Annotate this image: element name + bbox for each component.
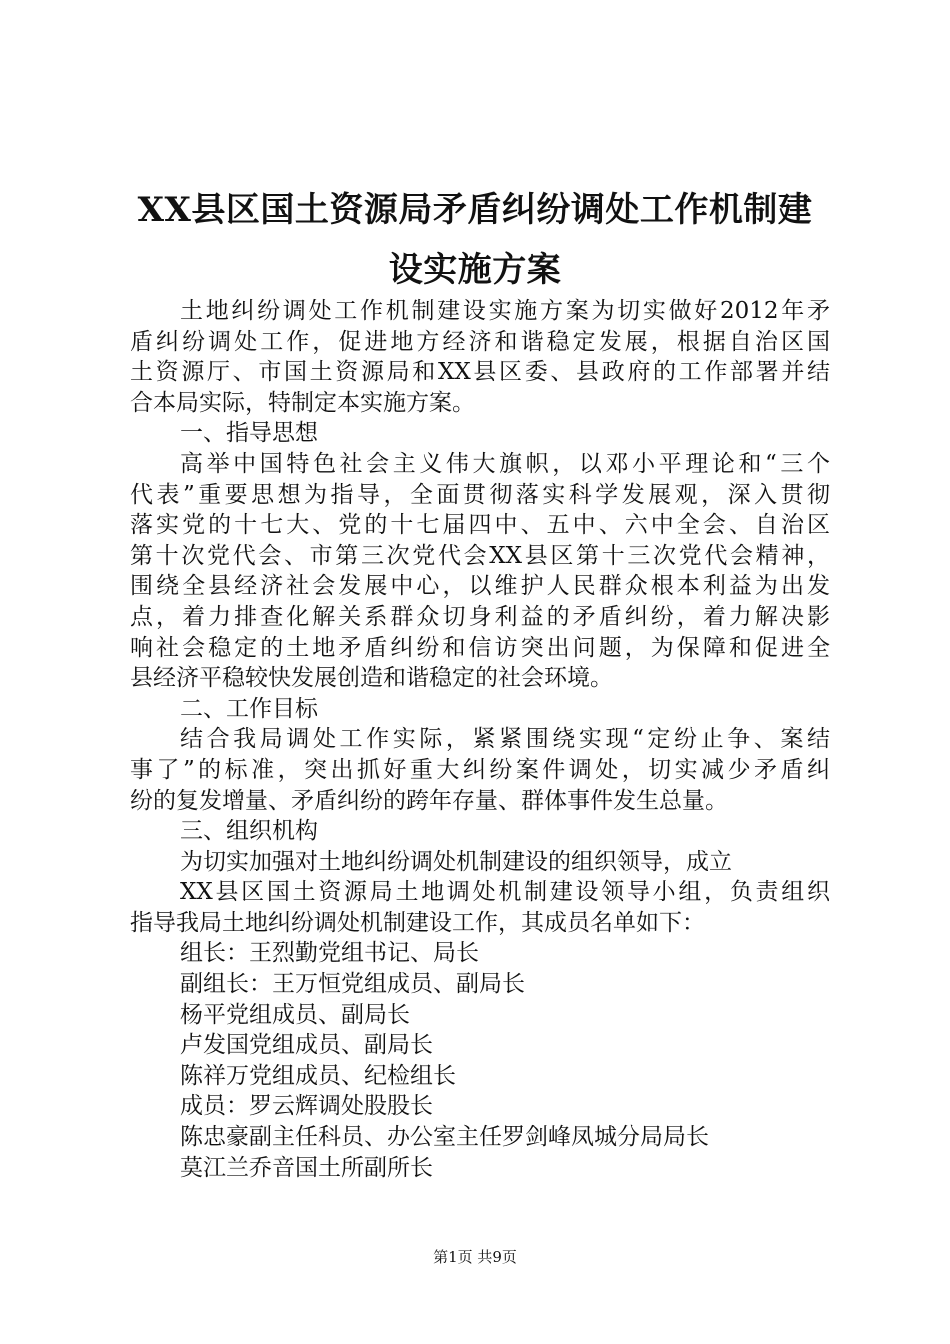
- paragraph-line: XX县区国土资源局土地调处机制建设领导小组，负责组织: [180, 879, 830, 906]
- section-heading: 二、工作目标: [180, 695, 318, 722]
- paragraph-line: 土地纠纷调处工作机制建设实施方案为切实做好2012年矛: [180, 298, 830, 324]
- paragraph-line: 合本局实际，特制定本实施方案。: [130, 389, 475, 416]
- member-list-item: 莫江兰乔音国土所副所长: [180, 1154, 433, 1181]
- paragraph-line: 结合我局调处工作实际，紧紧围绕实现“定纷止争、案结: [180, 726, 830, 753]
- paragraph-line: 纷的复发增量、矛盾纠纷的跨年存量、群体事件发生总量。: [130, 787, 728, 814]
- paragraph-line: 高举中国特色社会主义伟大旗帜，以邓小平理论和“三个: [180, 450, 830, 477]
- member-list-item: 卢发国党组成员、副局长: [180, 1032, 433, 1059]
- paragraph-line: 县经济平稳较快发展创造和谐稳定的社会环境。: [130, 665, 613, 692]
- paragraph-line: 点，着力排查化解关系群众切身利益的矛盾纠纷，着力解决影: [130, 603, 830, 630]
- member-list-item: 杨平党组成员、副局长: [180, 1001, 410, 1028]
- section-heading: 三、组织机构: [180, 818, 318, 845]
- member-list-item: 成员：罗云辉调处股股长: [180, 1093, 433, 1120]
- paragraph-line: 响社会稳定的土地矛盾纠纷和信访突出问题，为保障和促进全: [130, 634, 830, 661]
- paragraph-line: 事了”的标准，突出抓好重大纠纷案件调处，切实减少矛盾纠: [130, 756, 830, 783]
- member-list-item: 陈忠豪副主任科员、办公室主任罗剑峰凤城分局局长: [180, 1124, 709, 1151]
- paragraph-line: 第十次党代会、市第三次党代会XX县区第十三次党代会精神，: [130, 542, 830, 569]
- paragraph-line: 土资源厅、市国土资源局和XX县区委、县政府的工作部署并结: [130, 359, 830, 386]
- paragraph-line: 围绕全县经济社会发展中心，以维护人民群众根本利益为出发: [130, 573, 830, 600]
- paragraph-line: 代表”重要思想为指导，全面贯彻落实科学发展观，深入贯彻: [130, 481, 830, 508]
- page-footer: 第1页 共9页: [433, 1248, 517, 1266]
- member-list-item: 陈祥万党组成员、纪检组长: [180, 1062, 456, 1089]
- member-list-item: 组长：王烈勤党组书记、局长: [180, 940, 479, 967]
- document-body: [130, 296, 830, 1183]
- member-list-item: 副组长：王万恒党组成员、副局长: [180, 971, 525, 998]
- document-title-line-1: XX县区国土资源局矛盾纠纷调处工作机制建: [137, 190, 813, 230]
- document-title-line-2: 设实施方案: [388, 250, 562, 290]
- paragraph-line: 落实党的十七大、党的十七届四中、五中、六中全会、自治区: [130, 512, 830, 539]
- paragraph-line: 为切实加强对土地纠纷调处机制建设的组织领导，成立: [180, 848, 732, 875]
- section-heading: 一、指导思想: [180, 420, 318, 447]
- paragraph-line: 盾纠纷调处工作，促进地方经济和谐稳定发展，根据自治区国: [130, 328, 830, 355]
- paragraph-line: 指导我局土地纠纷调处机制建设工作，其成员名单如下：: [130, 909, 705, 936]
